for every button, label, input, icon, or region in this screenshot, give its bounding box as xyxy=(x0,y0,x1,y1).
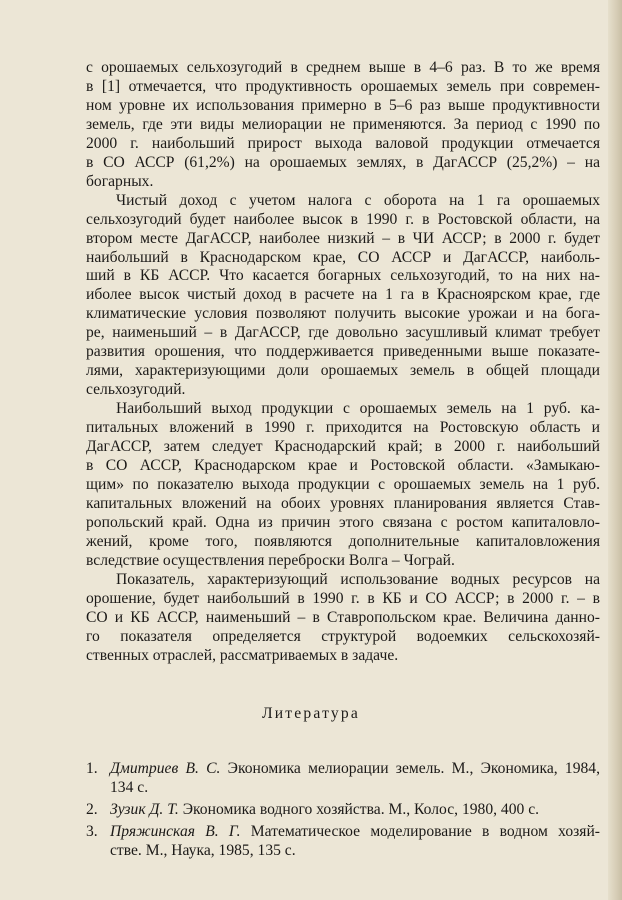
text-line: втором месте ДагАССР, наиболее низкий – в ЧИ АССР; в 2000 г. будет xyxy=(86,229,600,247)
text-line: сельхозугодий будет наиболее высок в 1990 г. в Ростовской области, на xyxy=(86,210,600,228)
text-line: лями, характеризующими доли орошаемых земель в общей площади xyxy=(86,362,600,380)
reference-number: 2. xyxy=(86,801,98,818)
page-edge-shadow xyxy=(608,0,622,900)
reference-text: стве. М., Наука, 1985, 135 с. xyxy=(110,842,296,859)
text-line: ре, наименьший – в ДагАССР, где довольно засушливый климат требует xyxy=(86,324,600,342)
reference-line xyxy=(110,841,600,860)
text-line: в [1] отмечается, что продуктивность орошаемых земель при современ- xyxy=(86,77,600,95)
text-line: Чистый доход с учетом налога с оборота на 1 га орошаемых xyxy=(116,191,600,209)
text-line: щим» по показателю выхода продукции с орошаемых земель на 1 руб. xyxy=(86,475,600,493)
text-line: с орошаемых сельхозугодий в среднем выше в 4–6 раз. В то же время xyxy=(86,59,600,76)
text-line: в СО АССР (61,2%) на орошаемых землях, в ДагАССР (25,2%) – на xyxy=(86,153,600,171)
text-line: иболее высок чистый доход в расчете на 1 га в Красноярском крае, где xyxy=(86,286,600,304)
reference-author: Пряжинская В. Г. xyxy=(110,823,241,840)
text-line: вследствие осуществления переброски Волга – Чограй. xyxy=(86,551,455,569)
text-line: Показатель, характеризующий использование водных ресурсов на xyxy=(116,570,600,588)
text-line: ший в КБ АССР. Что касается богарных сельхозугодий, то на них на- xyxy=(86,267,600,285)
reference-line xyxy=(110,778,600,797)
text-line: орошение, будет наибольший в 1990 г. в КБ и СО АССР; в 2000 г. – в xyxy=(86,589,600,607)
reference-author: Дмитриев В. С. xyxy=(110,760,221,777)
reference-author: Зузик Д. Т. xyxy=(110,801,179,818)
text-line: ропольский край. Одна из причин этого связана с ростом капиталовло- xyxy=(86,513,600,531)
reference-text: Экономика водного хозяйства. М., Колос, 1980, 400 с. xyxy=(178,801,540,818)
body-text xyxy=(86,59,600,666)
paragraph xyxy=(86,192,600,400)
text-line: наибольший в Краснодарском крае, СО АССР и ДагАССР, наиболь- xyxy=(86,248,600,266)
reference-text: 134 с. xyxy=(110,779,149,796)
text-line: в СО АССР, Краснодарском крае и Ростовской области. «Замыкаю- xyxy=(86,457,600,475)
reference-item xyxy=(86,759,600,797)
paragraph xyxy=(86,400,600,571)
reference-item xyxy=(86,800,600,819)
text-line: богарных. xyxy=(86,172,154,190)
text-line: развития орошения, что поддерживается приведенными выше показате- xyxy=(86,343,600,361)
text-line: питальных вложений в 1990 г. приходится на Ростовскую область и xyxy=(86,419,600,437)
text-line: ном уровне их использования примерно в 5–6 раз выше продуктивности xyxy=(86,96,600,114)
reference-line xyxy=(110,759,600,778)
reference-line xyxy=(110,822,600,841)
text-line: Наибольший выход продукции с орошаемых земель на 1 руб. ка- xyxy=(116,400,600,418)
reference-item xyxy=(86,822,600,860)
references-heading: Литература xyxy=(261,705,361,722)
reference-text: Математическое моделирование в водном хозяй- xyxy=(240,823,601,840)
text-line: земель, где эти виды мелиорации не применяются. За период с 1990 по xyxy=(86,115,600,133)
text-line: го показателя определяется структурой водоемких сельскохозяй- xyxy=(86,627,600,645)
reference-line xyxy=(110,800,600,819)
text-line: 2000 г. наибольший прирост выхода валовой продукции отмечается xyxy=(86,134,600,152)
reference-number: 1. xyxy=(86,760,98,777)
text-line: климатические условия позволяют получить высокие урожаи и на бога- xyxy=(86,305,600,323)
text-line: капитальных вложений на обоих уровнях планирования является Став- xyxy=(86,494,600,512)
text-line: ственных отраслей, рассматриваемых в задаче. xyxy=(86,646,399,664)
paragraph xyxy=(86,59,600,192)
reference-text: Экономика мелиорации земель. М., Экономика, 1984, xyxy=(220,760,600,777)
reference-number: 3. xyxy=(86,823,98,840)
references-list xyxy=(86,759,600,863)
paragraph xyxy=(86,571,600,666)
text-line: СО и КБ АССР, наименьший – в Ставропольском крае. Величина данно- xyxy=(86,608,600,626)
text-line: жений, кроме того, появляются дополнительные капиталовложения xyxy=(86,532,600,550)
text-line: ДагАССР, затем следует Краснодарский край; в 2000 г. наибольший xyxy=(86,438,600,456)
text-line: сельхозугодий. xyxy=(86,381,186,399)
